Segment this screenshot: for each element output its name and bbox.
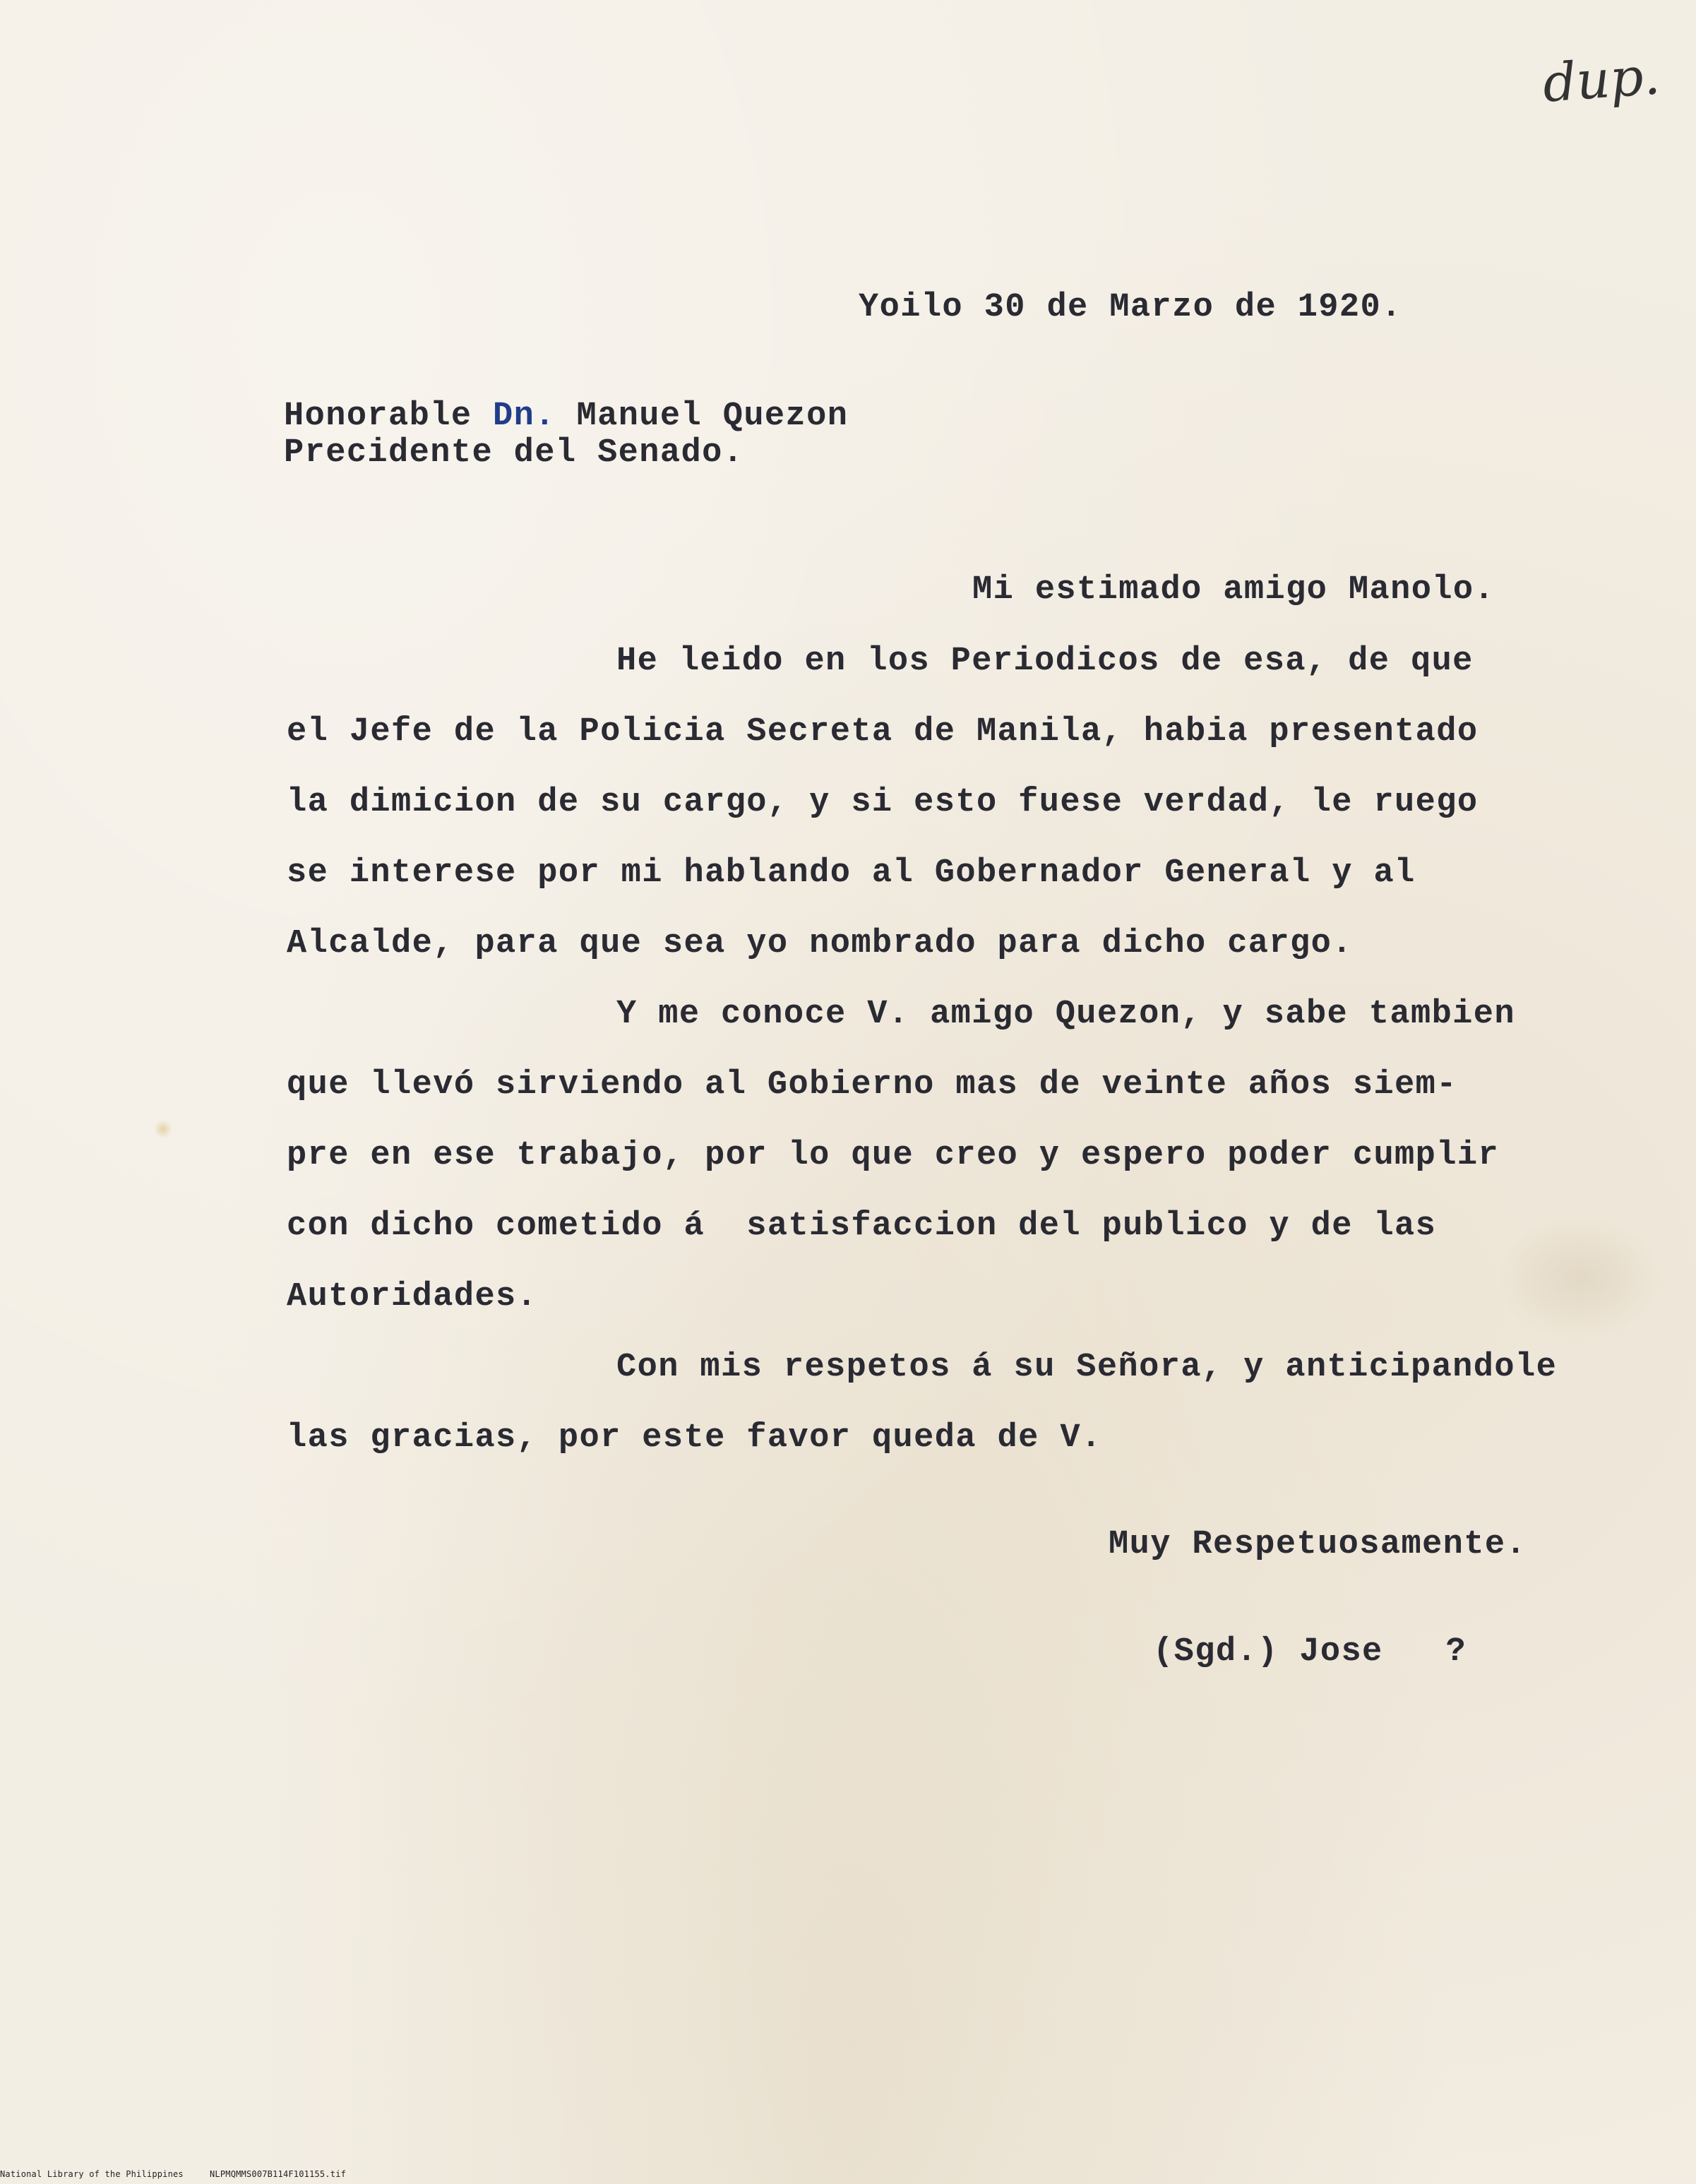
archive-footer — [0, 2169, 346, 2179]
recipient-honorific: Dn. — [493, 398, 556, 435]
paragraph-3-line: las gracias, por este favor queda de V. — [287, 1419, 1102, 1457]
footer-filename: NLPMQMMS007B114F101155.tif — [210, 2169, 347, 2179]
paragraph-1-line: se interese por mi hablando al Gobernador General y al — [287, 854, 1416, 892]
closing: Muy Respetuosamente. — [1109, 1526, 1527, 1563]
recipient-line-1 — [284, 400, 848, 433]
paragraph-2-line: pre en ese trabajo, por lo que creo y espero poder cumplir — [287, 1137, 1500, 1174]
paper-stain — [1497, 1215, 1666, 1342]
paragraph-1-line: la dimicion de su cargo, y si esto fuese verdad, le ruego — [287, 784, 1479, 821]
dateline: Yoilo 30 de Marzo de 1920. — [859, 289, 1402, 326]
paragraph-1-line: Alcalde, para que sea yo nombrado para dicho cargo. — [287, 925, 1353, 962]
paragraph-2-line: Y me conoce V. amigo Quezon, y sabe tambien — [616, 996, 1515, 1033]
recipient-prefix: Honorable — [284, 398, 494, 435]
salutation: Mi estimado amigo Manolo. — [972, 571, 1495, 609]
paragraph-3-line: Con mis respetos á su Señora, y anticipandole — [616, 1349, 1558, 1386]
paragraph-1-line: He leido en los Periodicos de esa, de que — [616, 643, 1474, 680]
recipient-name: Manuel Quezon — [555, 398, 849, 435]
footer-institution: National Library of the Philippines — [0, 2169, 184, 2179]
signature: (Sgd.) Jose ? — [1153, 1633, 1467, 1671]
paragraph-2-line: con dicho cometido á satisfaccion del publico y de las — [287, 1207, 1437, 1245]
paragraph-1-line: el Jefe de la Policia Secreta de Manila, habia presentado — [287, 713, 1479, 751]
paragraph-2-line: que llevó sirviendo al Gobierno mas de veinte años siem- — [287, 1066, 1457, 1104]
paragraph-2-line: Autoridades. — [287, 1278, 538, 1315]
recipient-line-2: Precidente del Senado. — [284, 434, 744, 472]
paper-spot — [154, 1120, 172, 1138]
handwritten-note: dup. — [1541, 45, 1662, 114]
